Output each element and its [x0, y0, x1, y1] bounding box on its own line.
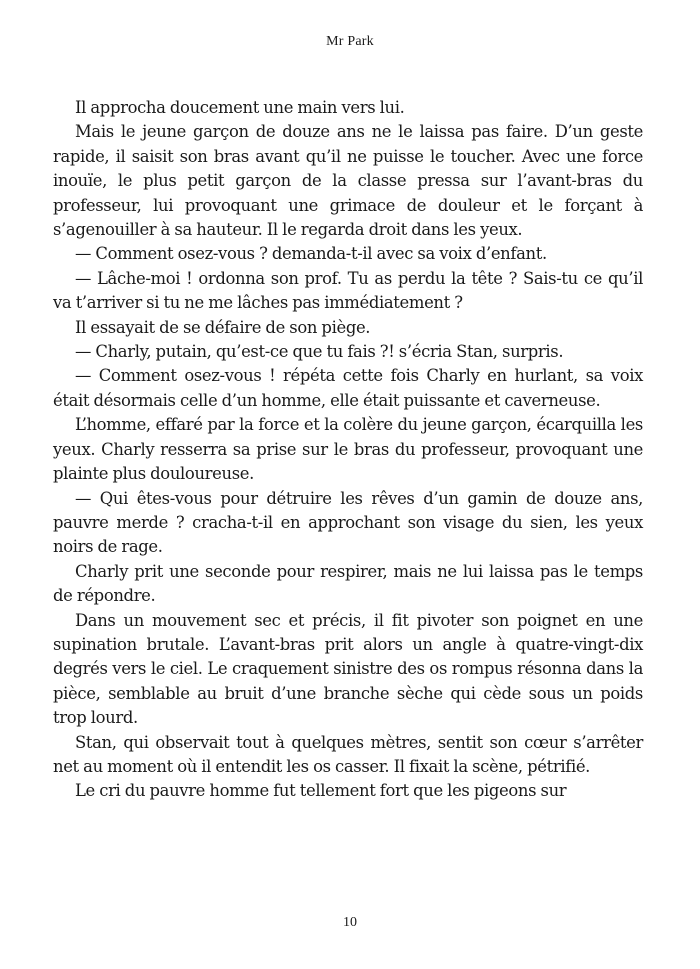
- paragraph: — Qui êtes-vous pour détruire les rêves d’un gamin de douze ans, pauvre merde ? cracha-t-il en approchant son visage du sien, les yeux noirs de rage.: [53, 488, 643, 557]
- paragraph: Charly prit une seconde pour respirer, mais ne lui laissa pas le temps de répondre.: [53, 561, 643, 606]
- page-number: 10: [343, 915, 357, 930]
- paragraph: Le cri du pauvre homme fut tellement fort que les pigeons sur: [75, 781, 567, 801]
- paragraph: Il approcha doucement une main vers lui.: [75, 98, 405, 117]
- paragraph: Stan, qui observait tout à quelques mètres, sentit son cœur s’arrêter net au moment où il entendit les os casser. Il fixait la scène, pétrifié.: [53, 732, 643, 776]
- body-text: [53, 96, 643, 804]
- running-head-title: Mr Park: [326, 34, 374, 49]
- paragraph: — Charly, putain, qu’est-ce que tu fais ?! s’écria Stan, surpris.: [75, 342, 564, 362]
- paragraph: — Comment osez-vous ? demanda-t-il avec sa voix d’enfant.: [75, 244, 547, 264]
- paragraph: Il essayait de se défaire de son piège.: [75, 317, 371, 337]
- paragraph: Mais le jeune garçon de douze ans ne le laissa pas faire. D’un geste rapide, il saisit son bras avant qu’il ne puisse le toucher. Avec une force inouïe, le plus petit garçon de la classe pressa sur l’avant-bras du professeur, lui provoquant une grimace de douleur et le forçant à s’agenouiller à sa hauteur. Il le regarda droit dans les yeux.: [53, 122, 643, 240]
- paragraph: — Comment osez-vous ! répéta cette fois Charly en hurlant, sa voix était désormais celle d’un homme, elle était puissante et caverneuse.: [53, 366, 643, 410]
- paragraph: L’homme, effaré par la force et la colère du jeune garçon, écarquilla les yeux. Charly resserra sa prise sur le bras du professeur, provoquant une plainte plus douloureuse.: [53, 415, 643, 484]
- paragraph: — Lâche-moi ! ordonna son prof. Tu as perdu la tête ? Sais-tu ce qu’il va t’arriver si tu ne me lâches pas immédiatement ?: [53, 268, 643, 313]
- paragraph: Dans un mouvement sec et précis, il fit pivoter son poignet en une supination brutale. L’avant-bras prit alors un angle à quatre-vingt-dix degrés vers le ciel. Le craquement sinistre des os rompus résonna dans la pièce, semblable au bruit d’une branche sèche qui cède sous un poids trop lourd.: [53, 610, 643, 728]
